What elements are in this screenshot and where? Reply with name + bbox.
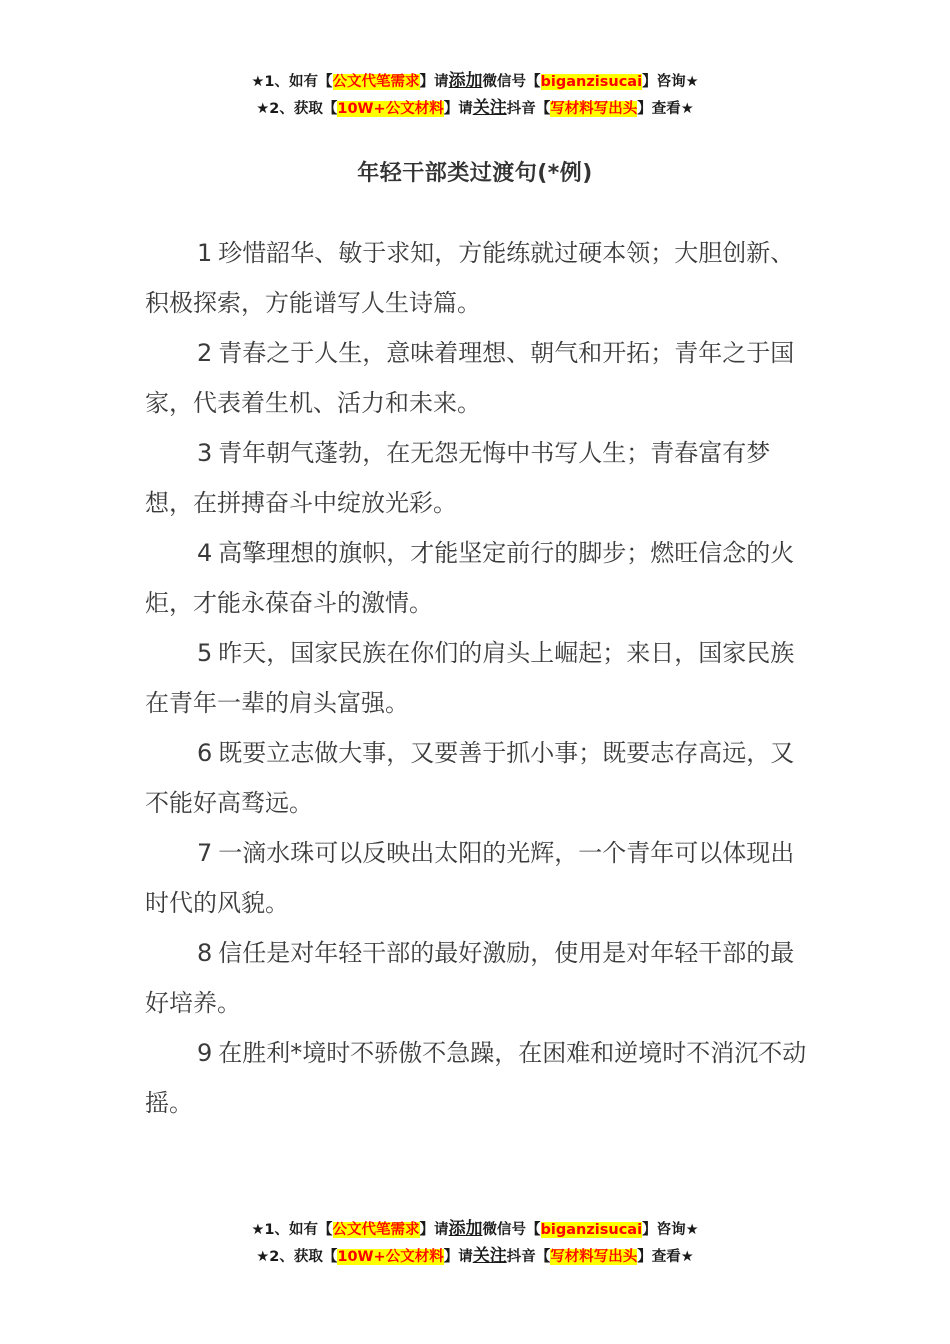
paragraph-number: 8 [197, 939, 213, 967]
banner-text: 】咨询★ [642, 74, 699, 90]
paragraph [145, 428, 813, 528]
paragraph-text: 青年朝气蓬勃，在无怨无悔中书写人生；青春富有梦想，在拼搏奋斗中绽放光彩。 [145, 439, 771, 517]
paragraph-text: 高擎理想的旗帜，才能坚定前行的脚步；燃旺信念的火炬，才能永葆奋斗的激情。 [145, 539, 795, 617]
paragraph-number: 9 [197, 1039, 213, 1067]
paragraph-number: 6 [197, 739, 213, 767]
paragraph-text: 既要立志做大事，又要善于抓小事；既要志存高远，又不能好高骛远。 [145, 739, 795, 817]
banner-text: 微信号【 [482, 74, 541, 90]
banner-text: 】查看★ [637, 1249, 694, 1265]
paragraph-number: 3 [197, 439, 213, 467]
banner-highlight: 写材料写出头 [550, 101, 638, 117]
paragraph [145, 628, 813, 728]
banner-emphasis: 添加 [448, 1219, 483, 1239]
paragraph [145, 228, 813, 328]
paragraph-text: 昨天，国家民族在你们的肩头上崛起；来日，国家民族在青年一辈的肩头富强。 [145, 639, 795, 717]
banner-text: 】查看★ [637, 101, 694, 117]
banner-highlight: biganzisucai [540, 1222, 643, 1238]
paragraph [145, 928, 813, 1028]
paragraph-text: 一滴水珠可以反映出太阳的光辉，一个青年可以体现出时代的风貌。 [145, 839, 795, 917]
banner-text: ★1、如有【 [251, 1222, 333, 1238]
banner-line-2 [0, 1243, 950, 1270]
paragraph-text: 青春之于人生，意味着理想、朝气和开拓；青年之于国家，代表着生机、活力和未来。 [145, 339, 795, 417]
paragraph [145, 328, 813, 428]
banner-line-1 [0, 1216, 950, 1243]
header-banner [0, 68, 950, 122]
banner-text: 】请 [419, 1222, 449, 1238]
banner-text: 】咨询★ [642, 1222, 699, 1238]
paragraph [145, 1028, 813, 1128]
banner-highlight: 公文代笔需求 [332, 74, 420, 90]
banner-text: ★1、如有【 [251, 74, 333, 90]
paragraph-text: 珍惜韶华、敏于求知，方能练就过硬本领；大胆创新、积极探索，方能谱写人生诗篇。 [145, 239, 795, 317]
paragraph-number: 5 [197, 639, 213, 667]
banner-text: 】请 [443, 101, 473, 117]
banner-text: 抖音【 [506, 101, 551, 117]
paragraph-text: 信任是对年轻干部的最好激励，使用是对年轻干部的最好培养。 [145, 939, 795, 1017]
banner-text: 】请 [443, 1249, 473, 1265]
banner-emphasis: 添加 [448, 71, 483, 91]
banner-text: ★2、获取【 [256, 1249, 338, 1265]
banner-text: 微信号【 [482, 1222, 541, 1238]
document-body [145, 228, 813, 1128]
banner-emphasis: 关注 [472, 1246, 507, 1266]
paragraph [145, 528, 813, 628]
banner-emphasis: 关注 [472, 98, 507, 118]
paragraph [145, 828, 813, 928]
paragraph-number: 1 [197, 239, 213, 267]
document-title: 年轻干部类过渡句(*例) [357, 161, 593, 186]
banner-text: 抖音【 [506, 1249, 551, 1265]
banner-highlight: 10W+公文材料 [337, 101, 444, 117]
paragraph-number: 7 [197, 839, 213, 867]
banner-highlight: 公文代笔需求 [332, 1222, 420, 1238]
banner-highlight: 写材料写出头 [550, 1249, 638, 1265]
banner-line-1 [0, 68, 950, 95]
banner-highlight: 10W+公文材料 [337, 1249, 444, 1265]
banner-text: 】请 [419, 74, 449, 90]
banner-highlight: biganzisucai [540, 74, 643, 90]
banner-text: ★2、获取【 [256, 101, 338, 117]
paragraph-text: 在胜利*境时不骄傲不急躁，在困难和逆境时不消沉不动摇。 [145, 1039, 807, 1117]
paragraph [145, 728, 813, 828]
paragraph-number: 2 [197, 339, 213, 367]
paragraph-number: 4 [197, 539, 213, 567]
footer-banner [0, 1216, 950, 1270]
banner-line-2 [0, 95, 950, 122]
